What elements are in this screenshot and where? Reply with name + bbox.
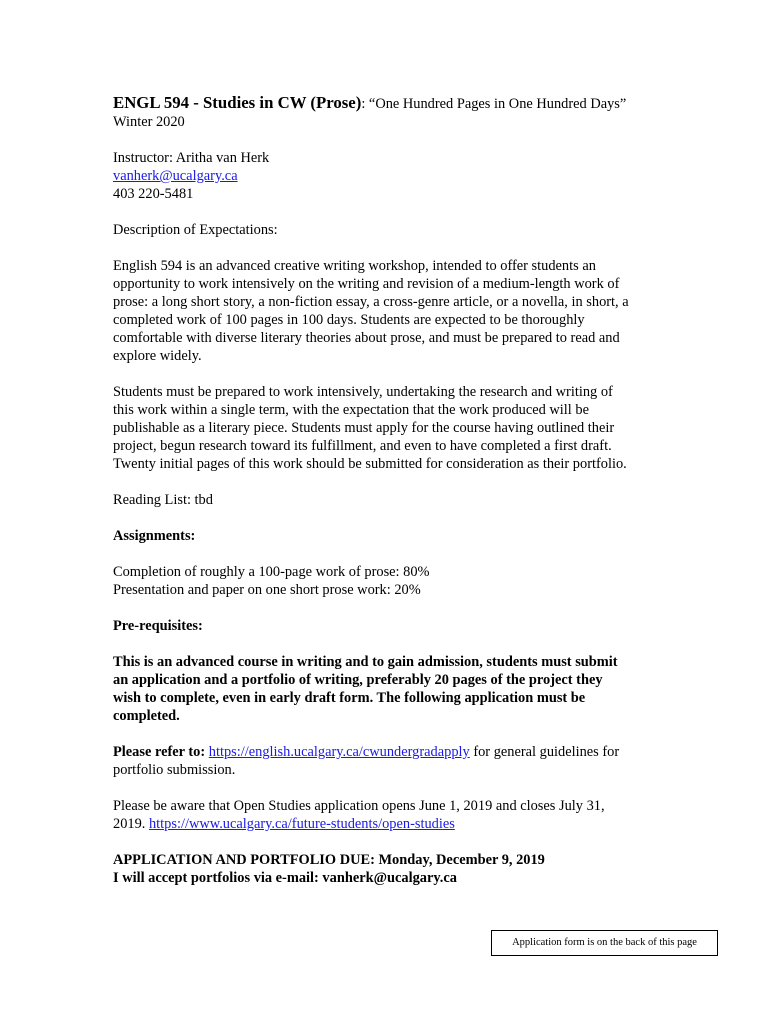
instructor-phone: 403 220-5481 (113, 186, 194, 202)
prereq-paragraph (113, 653, 663, 725)
text-line: wish to complete, even in early draft form. The following application must be (113, 690, 586, 706)
course-title: ENGL 594 - Studies in CW (Prose) (113, 93, 362, 112)
due-email-line: I will accept portfolios via e-mail: vanherk@ucalgary.ca (113, 870, 457, 886)
instructor-name: Instructor: Aritha van Herk (113, 150, 270, 166)
instructor-email-link[interactable]: vanherk@ucalgary.ca (113, 168, 238, 184)
apply-guidelines-link[interactable]: https://english.ucalgary.ca/cwundergradapply (208, 744, 470, 760)
assignment-item: Completion of roughly a 100-page work of prose: 80% (113, 564, 430, 580)
text-line: Students must be prepared to work intensively, undertaking the research and writing of (113, 384, 613, 400)
title-colon: : (361, 96, 366, 112)
open-studies-link[interactable]: https://www.ucalgary.ca/future-students/open-studies (148, 816, 455, 832)
description-paragraph-1 (113, 257, 663, 365)
due-paragraph (113, 851, 663, 887)
due-date-line: APPLICATION AND PORTFOLIO DUE: Monday, December 9, 2019 (113, 852, 545, 868)
term: Winter 2020 (113, 114, 185, 130)
reading-list: Reading List: tbd (113, 492, 213, 508)
course-subtitle: “One Hundred Pages in One Hundred Days” (365, 96, 627, 112)
text-line: project, begun research toward its fulfillment, and even to have completed a first draft. (113, 438, 612, 454)
text-line: comfortable with diverse literary theories about prose, and must be prepared to read and (113, 330, 620, 346)
text-line: This is an advanced course in writing and to gain admission, students must submit (113, 654, 618, 670)
document-body (113, 94, 663, 887)
text-line: prose: a long short story, a non-fiction essay, a cross-genre article, or a novella, in short, a (113, 294, 629, 310)
description-heading: Description of Expectations: (113, 222, 278, 238)
open-studies-line-2-prefix: 2019. (113, 816, 149, 832)
text-line: English 594 is an advanced creative writing workshop, intended to offer students an (113, 258, 596, 274)
text-line: explore widely. (113, 348, 202, 364)
text-line: publishable as a literary piece. Students must apply for the course having outlined their (113, 420, 615, 436)
description-paragraph-2 (113, 383, 663, 473)
refer-line-2: portfolio submission. (113, 762, 236, 778)
refer-rest: for general guidelines for (469, 744, 620, 760)
refer-paragraph (113, 743, 663, 779)
text-line: completed. (113, 708, 180, 724)
prereq-heading: Pre-requisites: (113, 618, 203, 634)
open-studies-line-1: Please be aware that Open Studies application opens June 1, 2019 and closes July 31, (113, 798, 605, 814)
open-studies-paragraph (113, 797, 663, 833)
text-line: completed work of 100 pages in 100 days. Students are expected to be thoroughly (113, 312, 585, 328)
text-line: Twenty initial pages of this work should be submitted for consideration as their portfolio. (113, 456, 627, 472)
course-title-line (113, 94, 663, 113)
assignments-heading: Assignments: (113, 528, 196, 544)
text-line: an application and a portfolio of writing, preferably 20 pages of the project they (113, 672, 603, 688)
text-line: opportunity to work intensively on the writing and revision of a medium-length work of (113, 276, 620, 292)
back-page-notice: Application form is on the back of this page (491, 930, 718, 956)
refer-label: Please refer to: (113, 744, 209, 760)
text-line: this work within a single term, with the expectation that the work produced will be (113, 402, 589, 418)
assignment-item: Presentation and paper on one short prose work: 20% (113, 582, 421, 598)
